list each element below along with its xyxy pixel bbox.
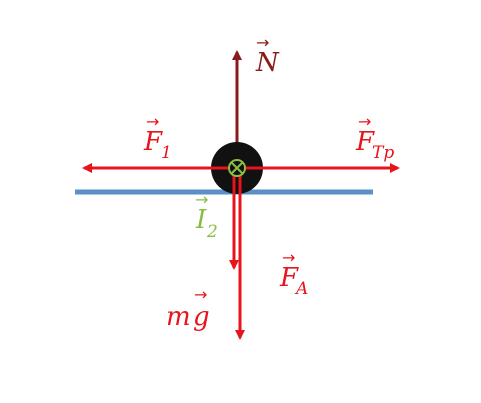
label-normal-force (255, 33, 280, 78)
label-ampere-vector-arrow: → (282, 248, 296, 267)
label-gravity-prefix: m (166, 302, 191, 332)
label-f1-sub: 1 (161, 143, 172, 163)
label-f1-vector-arrow: → (146, 112, 160, 131)
label-current-sub: 2 (207, 222, 218, 242)
label-gravity-base: g (193, 302, 210, 332)
label-current (195, 190, 218, 242)
label-ftp-sub: Tp (372, 143, 395, 163)
label-ftp-vector-arrow: → (358, 112, 372, 131)
label-ftp-force (355, 112, 394, 163)
label-current-vector-arrow: → (195, 190, 209, 209)
label-gravity-vector-arrow: → (194, 285, 208, 304)
label-ftp-base: F (356, 127, 375, 157)
label-current-base: I (196, 205, 207, 235)
label-ampere-base: F (280, 263, 299, 293)
label-normal-base: N (256, 48, 279, 78)
label-f1-force (143, 112, 172, 163)
label-ampere-force (279, 248, 308, 299)
label-ampere-sub: A (296, 279, 309, 299)
label-gravity-force (166, 285, 210, 332)
label-normal-vector-arrow: → (256, 33, 270, 52)
label-f1-base: F (144, 127, 163, 157)
current-into-page-icon (229, 160, 245, 176)
